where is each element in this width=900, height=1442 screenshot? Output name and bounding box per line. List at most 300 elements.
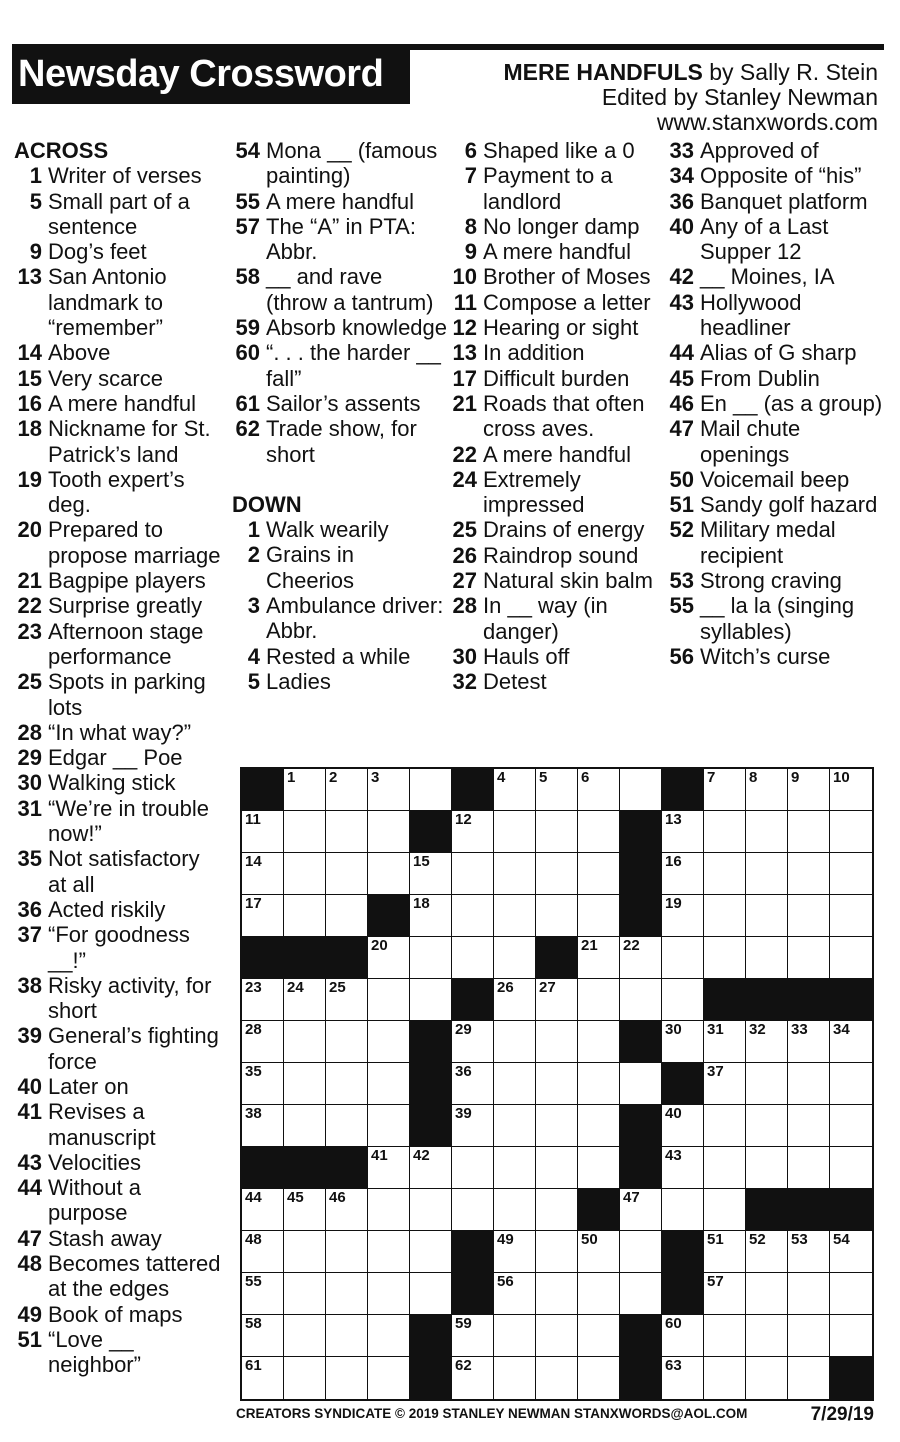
grid-cell[interactable] — [326, 811, 368, 853]
grid-cell[interactable] — [368, 769, 410, 811]
grid-cell[interactable] — [284, 1357, 326, 1399]
grid-cell[interactable] — [788, 1105, 830, 1147]
grid-cell[interactable] — [242, 895, 284, 937]
grid-cell[interactable] — [788, 1021, 830, 1063]
grid-cell[interactable] — [704, 1021, 746, 1063]
cell-number: 21 — [581, 937, 598, 954]
grid-cell[interactable] — [368, 979, 410, 1021]
cell-number: 18 — [413, 895, 430, 912]
grid-cell[interactable] — [242, 811, 284, 853]
grid-cell[interactable] — [662, 1021, 704, 1063]
cell-number: 6 — [581, 769, 590, 786]
grid-cell[interactable] — [452, 811, 494, 853]
clue-text: “We’re in trouble now!” — [48, 795, 209, 847]
grid-cell[interactable] — [452, 895, 494, 937]
cell-number: 35 — [245, 1063, 262, 1080]
grid-cell[interactable] — [788, 1063, 830, 1105]
grid-cell[interactable] — [536, 1357, 578, 1399]
grid-cell[interactable] — [242, 1273, 284, 1315]
cell-number: 31 — [707, 1021, 724, 1038]
grid-cell[interactable] — [578, 1063, 620, 1105]
grid-cell[interactable] — [536, 1273, 578, 1315]
grid-cell[interactable] — [746, 853, 788, 895]
grid-cell[interactable] — [746, 1147, 788, 1189]
cell-number: 3 — [371, 769, 380, 786]
grid-cell[interactable] — [746, 895, 788, 937]
grid-cell[interactable] — [578, 895, 620, 937]
clue-number: 58 — [235, 264, 260, 290]
clue-item — [447, 568, 662, 593]
grid-cell[interactable] — [242, 1231, 284, 1273]
grid-cell[interactable] — [494, 1231, 536, 1273]
clue-column-1 — [14, 138, 224, 1378]
clue-text: Bagpipe players — [48, 568, 206, 594]
grid-cell[interactable] — [494, 811, 536, 853]
grid-cell[interactable] — [368, 1105, 410, 1147]
clue-text: Raindrop sound — [483, 542, 639, 568]
grid-cell[interactable] — [578, 769, 620, 811]
grid-cell[interactable] — [494, 1063, 536, 1105]
grid-cell[interactable] — [578, 1315, 620, 1357]
grid-cell[interactable] — [536, 1189, 578, 1231]
grid-cell[interactable] — [578, 1273, 620, 1315]
cell-number: 50 — [581, 1231, 598, 1248]
clue-item — [447, 138, 662, 163]
clue-text: Grains in Cheerios — [266, 542, 355, 593]
black-square — [284, 937, 326, 979]
grid-cell[interactable] — [410, 895, 452, 937]
grid-cell[interactable] — [704, 853, 746, 895]
grid-cell[interactable] — [704, 1315, 746, 1357]
clue-text: Shaped like a 0 — [483, 138, 635, 163]
grid-cell[interactable] — [746, 937, 788, 979]
clue-item — [664, 467, 892, 492]
clue-text: Extremely impressed — [483, 466, 585, 518]
clue-item — [14, 517, 224, 568]
clue-item — [447, 264, 662, 289]
grid-cell[interactable] — [284, 1231, 326, 1273]
grid-cell[interactable] — [746, 1105, 788, 1147]
clue-item — [447, 239, 662, 264]
cell-number: 10 — [833, 769, 850, 786]
grid-cell[interactable] — [704, 1231, 746, 1273]
grid-cell[interactable] — [452, 1147, 494, 1189]
grid-cell[interactable] — [452, 1105, 494, 1147]
grid-cell[interactable] — [326, 1315, 368, 1357]
clue-text: Mail chute openings — [700, 416, 801, 467]
grid-cell[interactable] — [368, 811, 410, 853]
grid-cell[interactable] — [326, 979, 368, 1021]
cell-number: 20 — [371, 937, 388, 954]
grid-cell[interactable] — [788, 1147, 830, 1189]
grid-cell[interactable] — [830, 1063, 872, 1105]
grid-cell[interactable] — [242, 853, 284, 895]
clue-number: 1 — [247, 517, 260, 543]
grid-cell[interactable] — [704, 1273, 746, 1315]
grid-cell[interactable] — [788, 1273, 830, 1315]
grid-cell[interactable] — [536, 1021, 578, 1063]
grid-cell[interactable] — [830, 1147, 872, 1189]
grid-cell[interactable] — [536, 811, 578, 853]
grid-cell[interactable] — [284, 769, 326, 811]
cell-number: 1 — [287, 769, 296, 786]
grid-cell[interactable] — [578, 811, 620, 853]
grid-cell[interactable] — [662, 979, 704, 1021]
grid-cell[interactable] — [620, 937, 662, 979]
grid-cell[interactable] — [494, 1147, 536, 1189]
clue-number: 56 — [669, 643, 694, 669]
clue-number: 33 — [669, 138, 694, 163]
grid-cell[interactable] — [368, 937, 410, 979]
clue-item — [447, 340, 662, 365]
grid-cell[interactable] — [830, 1273, 872, 1315]
grid-cell[interactable] — [704, 769, 746, 811]
crossword-grid — [240, 767, 874, 1401]
grid-cell[interactable] — [704, 1105, 746, 1147]
grid-cell[interactable] — [410, 1231, 452, 1273]
grid-cell[interactable] — [410, 1189, 452, 1231]
grid-cell[interactable] — [494, 979, 536, 1021]
grid-cell[interactable] — [746, 1231, 788, 1273]
black-square — [788, 1189, 830, 1231]
clue-number: 40 — [17, 1073, 42, 1099]
grid-cell[interactable] — [326, 1231, 368, 1273]
clue-number: 12 — [452, 315, 477, 341]
grid-cell[interactable] — [536, 853, 578, 895]
clue-item — [14, 340, 224, 365]
grid-cell[interactable] — [242, 1063, 284, 1105]
grid-cell[interactable] — [704, 811, 746, 853]
grid-cell[interactable] — [788, 811, 830, 853]
grid-cell[interactable] — [704, 895, 746, 937]
grid-cell[interactable] — [620, 1231, 662, 1273]
grid-cell[interactable] — [536, 895, 578, 937]
grid-cell[interactable] — [578, 1231, 620, 1273]
clue-item — [14, 416, 224, 467]
black-square — [620, 1315, 662, 1357]
grid-cell[interactable] — [746, 769, 788, 811]
cell-number: 36 — [455, 1063, 472, 1080]
grid-cell[interactable] — [662, 1105, 704, 1147]
grid-cell[interactable] — [662, 937, 704, 979]
grid-cell[interactable] — [830, 853, 872, 895]
grid-cell[interactable] — [830, 937, 872, 979]
grid-cell[interactable] — [284, 1063, 326, 1105]
grid-cell[interactable] — [578, 1105, 620, 1147]
clue-item — [447, 366, 662, 391]
grid-cell[interactable] — [326, 1189, 368, 1231]
grid-cell[interactable] — [494, 769, 536, 811]
clue-number: 10 — [452, 264, 477, 290]
grid-cell[interactable] — [536, 1231, 578, 1273]
black-square — [830, 1357, 872, 1399]
clue-item — [14, 239, 224, 264]
clue-number: 45 — [669, 365, 694, 391]
black-square — [830, 979, 872, 1021]
grid-cell[interactable] — [410, 853, 452, 895]
cell-number: 58 — [245, 1315, 262, 1332]
grid-cell[interactable] — [536, 1105, 578, 1147]
grid-cell[interactable] — [284, 1105, 326, 1147]
grid-cell[interactable] — [830, 1231, 872, 1273]
grid-cell[interactable] — [368, 1021, 410, 1063]
grid-cell[interactable] — [284, 895, 326, 937]
grid-cell[interactable] — [536, 979, 578, 1021]
puzzle-title-line — [504, 60, 878, 85]
grid-cell[interactable] — [284, 979, 326, 1021]
grid-cell[interactable] — [620, 1063, 662, 1105]
clue-item — [447, 442, 662, 467]
grid-cell[interactable] — [704, 1189, 746, 1231]
clue-number: 34 — [669, 163, 694, 189]
clue-number: 24 — [452, 466, 477, 492]
grid-cell[interactable] — [788, 853, 830, 895]
grid-cell[interactable] — [494, 853, 536, 895]
grid-cell[interactable] — [284, 853, 326, 895]
grid-cell[interactable] — [788, 937, 830, 979]
grid-cell[interactable] — [368, 1231, 410, 1273]
clue-text: Rested a while — [266, 643, 411, 669]
clue-item — [232, 391, 447, 416]
grid-cell[interactable] — [830, 1105, 872, 1147]
grid-cell[interactable] — [452, 1189, 494, 1231]
grid-cell[interactable] — [662, 1189, 704, 1231]
grid-cell[interactable] — [452, 1063, 494, 1105]
grid-cell[interactable] — [746, 811, 788, 853]
grid-cell[interactable] — [452, 1357, 494, 1399]
grid-cell[interactable] — [284, 811, 326, 853]
clue-item — [232, 644, 447, 669]
clue-text: Hollywood headliner — [700, 289, 802, 341]
grid-cell[interactable] — [410, 979, 452, 1021]
grid-cell[interactable] — [326, 895, 368, 937]
clue-number: 28 — [17, 719, 42, 745]
grid-cell[interactable] — [410, 769, 452, 811]
grid-cell[interactable] — [746, 1021, 788, 1063]
clue-text: Ladies — [266, 668, 331, 694]
grid-cell[interactable] — [704, 1147, 746, 1189]
grid-cell[interactable] — [410, 1147, 452, 1189]
grid-cell[interactable] — [452, 853, 494, 895]
grid-cell[interactable] — [578, 1357, 620, 1399]
grid-cell[interactable] — [368, 1189, 410, 1231]
clue-number: 57 — [235, 213, 260, 239]
grid-cell[interactable] — [830, 895, 872, 937]
grid-cell[interactable] — [830, 1315, 872, 1357]
clue-text: Absorb knowledge — [266, 315, 448, 341]
grid-cell[interactable] — [326, 1357, 368, 1399]
grid-cell[interactable] — [788, 895, 830, 937]
clue-number: 11 — [453, 289, 477, 315]
grid-cell[interactable] — [368, 1063, 410, 1105]
clue-item — [14, 745, 224, 770]
grid-cell[interactable] — [368, 853, 410, 895]
grid-cell[interactable] — [326, 1021, 368, 1063]
grid-cell[interactable] — [410, 937, 452, 979]
black-square — [410, 1021, 452, 1063]
grid-cell[interactable] — [494, 1357, 536, 1399]
grid-cell[interactable] — [242, 1315, 284, 1357]
grid-cell[interactable] — [368, 1315, 410, 1357]
clue-text: __ la la (singing syllables) — [700, 593, 855, 644]
clue-text: Mona __ (famous painting) — [266, 138, 438, 189]
cell-number: 51 — [707, 1231, 724, 1248]
grid-cell[interactable] — [620, 979, 662, 1021]
grid-cell[interactable] — [662, 1315, 704, 1357]
grid-cell[interactable] — [368, 1273, 410, 1315]
clue-text: __ and rave (throw a tantrum) — [266, 264, 434, 315]
grid-cell[interactable] — [368, 1147, 410, 1189]
clue-number: 62 — [235, 416, 260, 442]
grid-cell[interactable] — [242, 1021, 284, 1063]
grid-cell[interactable] — [326, 1105, 368, 1147]
clue-number: 1 — [29, 163, 42, 189]
black-square — [410, 811, 452, 853]
grid-cell[interactable] — [494, 1315, 536, 1357]
grid-cell[interactable] — [662, 811, 704, 853]
grid-cell[interactable] — [830, 1021, 872, 1063]
grid-cell[interactable] — [536, 1315, 578, 1357]
clue-item — [664, 290, 892, 341]
clue-text: Sandy golf hazard — [700, 492, 878, 518]
grid-cell[interactable] — [284, 1021, 326, 1063]
grid-cell[interactable] — [410, 1273, 452, 1315]
black-square — [536, 937, 578, 979]
clue-text: A mere handful — [483, 239, 631, 265]
black-square — [620, 853, 662, 895]
clue-number: 22 — [17, 593, 42, 619]
grid-cell[interactable] — [578, 979, 620, 1021]
grid-cell[interactable] — [242, 1105, 284, 1147]
grid-cell[interactable] — [746, 1357, 788, 1399]
clue-text: “Love __ neighbor” — [48, 1326, 141, 1378]
grid-cell[interactable] — [326, 769, 368, 811]
clue-number: 17 — [452, 365, 477, 391]
black-square — [746, 979, 788, 1021]
clue-number: 9 — [464, 239, 477, 265]
black-square — [410, 1105, 452, 1147]
grid-cell[interactable] — [326, 1063, 368, 1105]
clue-number: 47 — [17, 1225, 42, 1251]
grid-cell[interactable] — [284, 1273, 326, 1315]
clue-number: 25 — [17, 669, 42, 695]
grid-cell[interactable] — [536, 1063, 578, 1105]
grid-cell[interactable] — [242, 1357, 284, 1399]
clue-item — [14, 568, 224, 593]
black-square — [662, 1231, 704, 1273]
grid-cell[interactable] — [494, 1189, 536, 1231]
grid-cell[interactable] — [452, 937, 494, 979]
clue-item — [232, 416, 447, 467]
grid-cell[interactable] — [242, 979, 284, 1021]
grid-cell[interactable] — [704, 1357, 746, 1399]
grid-cell[interactable] — [494, 937, 536, 979]
clue-number: 32 — [452, 669, 477, 695]
grid-cell[interactable] — [704, 1063, 746, 1105]
author-byline: by Sally R. Stein — [702, 59, 878, 85]
grid-cell[interactable] — [620, 1189, 662, 1231]
clue-number: 51 — [17, 1326, 42, 1352]
grid-cell[interactable] — [788, 1231, 830, 1273]
grid-cell[interactable] — [452, 1315, 494, 1357]
grid-cell[interactable] — [578, 937, 620, 979]
grid-cell[interactable] — [662, 1147, 704, 1189]
cell-number: 17 — [245, 895, 262, 912]
grid-cell[interactable] — [578, 1147, 620, 1189]
grid-cell[interactable] — [578, 1021, 620, 1063]
clue-number: 18 — [17, 416, 42, 442]
grid-cell[interactable] — [284, 1189, 326, 1231]
grid-cell[interactable] — [494, 1021, 536, 1063]
black-square — [746, 1189, 788, 1231]
grid-cell[interactable] — [746, 1063, 788, 1105]
grid-cell[interactable] — [494, 1105, 536, 1147]
black-square — [326, 1147, 368, 1189]
clue-item — [232, 517, 447, 542]
cell-number: 29 — [455, 1021, 472, 1038]
clue-number: 50 — [669, 466, 694, 492]
grid-cell[interactable] — [284, 1315, 326, 1357]
clue-item — [232, 593, 447, 644]
grid-cell[interactable] — [788, 1315, 830, 1357]
grid-cell[interactable] — [452, 1021, 494, 1063]
cell-number: 49 — [497, 1231, 514, 1248]
clue-item — [14, 1175, 224, 1226]
cell-number: 60 — [665, 1315, 682, 1332]
clue-text: Surprise greatly — [48, 593, 203, 619]
clue-number: 49 — [17, 1301, 42, 1327]
grid-cell[interactable] — [620, 1273, 662, 1315]
grid-cell[interactable] — [536, 769, 578, 811]
grid-cell[interactable] — [788, 769, 830, 811]
grid-cell[interactable] — [620, 769, 662, 811]
clue-number: 26 — [452, 542, 477, 568]
grid-cell[interactable] — [662, 895, 704, 937]
grid-cell[interactable] — [242, 1189, 284, 1231]
clue-text: A mere handful — [48, 390, 196, 416]
cell-number: 25 — [329, 979, 346, 996]
clue-number: 36 — [17, 896, 42, 922]
grid-cell[interactable] — [830, 769, 872, 811]
black-square — [284, 1147, 326, 1189]
grid-cell[interactable] — [704, 937, 746, 979]
grid-cell[interactable] — [830, 811, 872, 853]
clue-item — [14, 770, 224, 795]
grid-cell[interactable] — [746, 1273, 788, 1315]
grid-cell[interactable] — [578, 853, 620, 895]
grid-cell[interactable] — [788, 1357, 830, 1399]
clue-number: 27 — [452, 568, 477, 594]
clue-item — [14, 1251, 224, 1302]
clue-text: Dog’s feet — [48, 239, 147, 265]
clue-number: 51 — [669, 492, 694, 518]
grid-cell[interactable] — [494, 895, 536, 937]
grid-cell[interactable] — [536, 1147, 578, 1189]
grid-cell[interactable] — [326, 853, 368, 895]
grid-cell[interactable] — [326, 1273, 368, 1315]
cell-number: 32 — [749, 1021, 766, 1038]
clue-number: 44 — [17, 1175, 42, 1201]
grid-cell[interactable] — [662, 853, 704, 895]
grid-cell[interactable] — [746, 1315, 788, 1357]
cell-number: 46 — [329, 1189, 346, 1206]
cell-number: 47 — [623, 1189, 640, 1206]
clue-number: 16 — [17, 390, 42, 416]
grid-cell[interactable] — [368, 1357, 410, 1399]
grid-cell[interactable] — [662, 1357, 704, 1399]
clue-number: 37 — [17, 922, 42, 948]
grid-cell[interactable] — [494, 1273, 536, 1315]
